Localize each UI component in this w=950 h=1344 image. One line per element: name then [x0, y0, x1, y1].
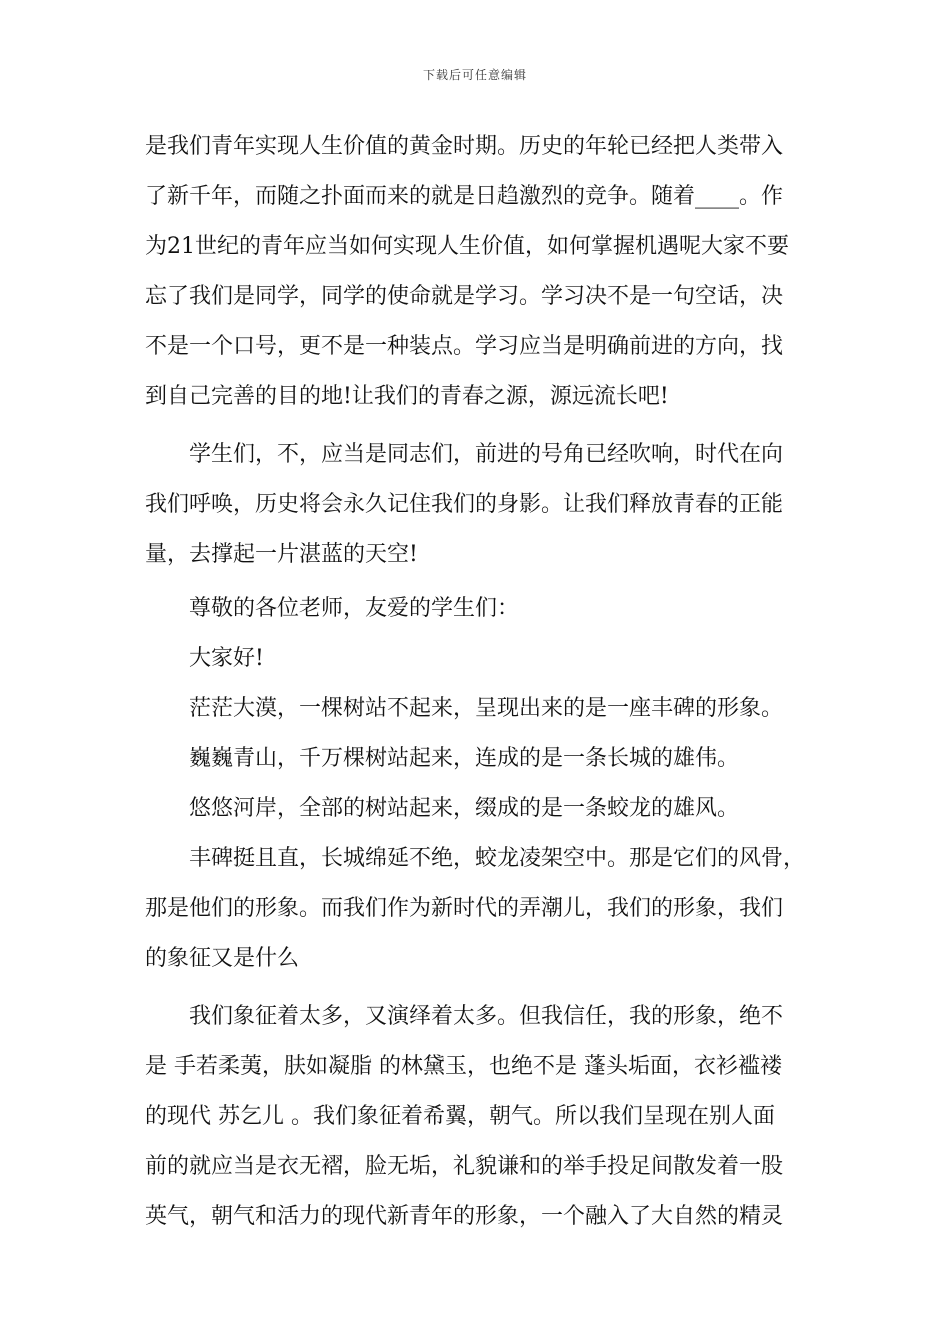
text-line: 的象征又是什么	[145, 946, 300, 971]
text-line: 我们象征着太多，又演绎着太多。但我信任，我的形象，绝不	[189, 1004, 784, 1029]
text-line: 丰碑挺且直，长城绵延不绝，蛟龙凌架空中。那是它们的风骨，	[189, 846, 805, 871]
text-line: 为21世纪的青年应当如何实现人生价值，如何掌握机遇呢大家不要	[145, 234, 789, 259]
text-line: 学生们，不，应当是同志们，前进的号角已经吹响，时代在向	[189, 442, 784, 467]
text-line: 了新千年，而随之扑面而来的就是日趋激烈的竞争。随着____。作	[145, 184, 784, 209]
page-header: 下载后可任意编辑	[422, 68, 527, 82]
text-line: 到自己完善的目的地!让我们的青春之源，源远流长吧!	[145, 384, 669, 409]
paragraph-gap	[145, 984, 805, 992]
text-line: 那是他们的形象。而我们作为新时代的弄潮儿，我们的形象，我们	[145, 896, 784, 921]
text-line: 悠悠河岸，全部的树站起来，缀成的是一条蛟龙的雄风。	[189, 796, 740, 821]
text-line: 我们呼唤，历史将会永久记住我们的身影。让我们释放青春的正能	[145, 492, 784, 517]
text-line: 前的就应当是衣无褶，脸无垢，礼貌谦和的举手投足间散发着一股	[145, 1154, 784, 1179]
text-line: 忘了我们是同学，同学的使命就是学习。学习决不是一句空话，决	[145, 284, 784, 309]
text-line: 茫茫大漠，一棵树站不起来，呈现出来的是一座丰碑的形象。	[189, 696, 784, 721]
text-line: 大家好!	[189, 646, 264, 671]
document-body	[145, 122, 805, 1242]
paragraph-gap	[145, 422, 805, 430]
text-line: 尊敬的各位老师，友爱的学生们：	[189, 596, 520, 621]
text-line: 巍巍青山，千万棵树站起来，连成的是一条长城的雄伟。	[189, 746, 740, 771]
text-line: 英气，朝气和活力的现代新青年的形象，一个融入了大自然的精灵	[145, 1204, 784, 1229]
text-line: 的现代 苏乞儿 。我们象征着希翼，朝气。所以我们呈现在别人面	[145, 1104, 775, 1129]
text-line: 是 手若柔荑，肤如凝脂 的林黛玉，也绝不是 蓬头垢面，衣衫褴褛	[145, 1054, 782, 1079]
text-line: 是我们青年实现人生价值的黄金时期。历史的年轮已经把人类带入	[145, 134, 784, 159]
text-line: 量，去撑起一片湛蓝的天空!	[145, 542, 418, 567]
text-line: 不是一个口号，更不是一种装点。学习应当是明确前进的方向，找	[145, 334, 784, 359]
